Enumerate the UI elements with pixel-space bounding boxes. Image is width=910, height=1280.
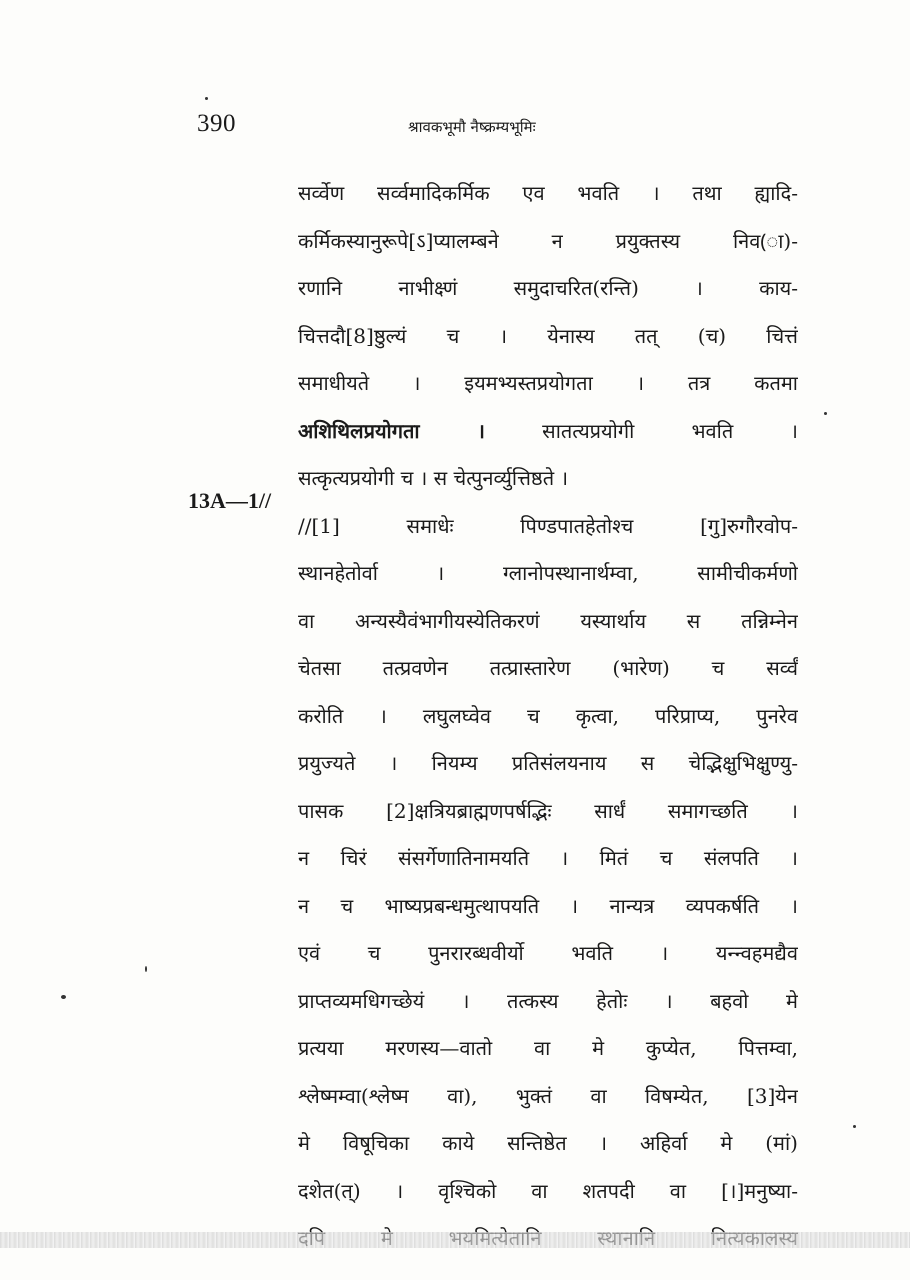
text-line: एवं च पुनरारब्धवीर्यो भवति । यन्न्वहमद्यैव (298, 941, 798, 965)
text-fragment: सातत्यप्रयोगी भवति । (542, 418, 798, 443)
section-heading: अशिथिलप्रयोगता । (298, 418, 485, 443)
text-line: प्राप्तव्यमधिगच्छेयं । तत्कस्य हेतोः । बहवो मे (298, 988, 798, 1013)
scan-speck (61, 995, 66, 999)
body-text (298, 170, 798, 1263)
running-title: श्रावकभूमौ नैष्क्रम्यभूमिः (408, 118, 536, 136)
text-line: सर्व्वेण सर्व्वमादिकर्मिक एव भवति । तथा ह्यादि- (298, 181, 798, 205)
text-line: रणानि नाभीक्ष्णं समुदाचरित(रन्ति) । काय- (298, 276, 798, 300)
page-number: 390 (197, 110, 236, 137)
text-line: मे विषूचिका काये सन्तिष्ठेत । अहिर्वा मे (मां) (298, 1131, 798, 1155)
text-line: दशेत(त्) । वृश्चिको वा शतपदी वा [।]मनुष्या- (298, 1178, 798, 1203)
text-line: प्रत्यया मरणस्य—वातो वा मे कुप्येत, पित्तम्वा, (298, 1036, 798, 1060)
text-line: समाधीयते । इयमभ्यस्तप्रयोगता । तत्र कतमा (298, 371, 798, 395)
scan-speck (824, 412, 827, 415)
text-line: कर्मिकस्यानुरूपे[ऽ]प्यालम्बने न प्रयुक्तस्य निव(ा)- (298, 228, 798, 253)
scan-speck (205, 97, 208, 100)
text-line: प्रयुज्यते । नियम्य प्रतिसंलयनाय स चेद्भिक्षुभिक्षुण्यु- (298, 751, 798, 775)
text-line: चेतसा तत्प्रवणेन तत्प्रास्तारेण (भारेण) च सर्व्वं (298, 656, 798, 680)
text-line: स्थानहेतोर्वा । ग्लानोपस्थानार्थम्वा, सामीचीकर्मणो (298, 561, 798, 585)
text-line: //[1] समाधेः पिण्डपातहेतोश्च [गु]रुगौरवोप- (298, 513, 798, 538)
text-line-heading (298, 408, 798, 456)
text-line: सत्कृत्यप्रयोगी च । स चेत्पुनर्व्युत्तिष्ठते । (298, 466, 569, 490)
text-line: करोति । लघुलघ्वेव च कृत्वा, परिप्राप्य, पुनरेव (298, 703, 798, 728)
text-line: श्लेष्मम्वा(श्लेष्म वा), भुक्तं वा विषम्येत, [3]येन (298, 1083, 798, 1108)
text-line: न च भाष्यप्रबन्धमुत्थापयति । नान्यत्र व्यपकर्षति । (298, 893, 798, 918)
folio-reference: 13A—1// (188, 488, 272, 513)
scan-edge-artifact (0, 1232, 910, 1248)
text-line: पासक [2]क्षत्रियब्राह्मणपर्षद्भिः सार्धं समागच्छति । (298, 798, 798, 823)
scan-speck (145, 966, 147, 972)
scan-speck (853, 1125, 856, 1128)
text-line: वा अन्यस्यैवंभागीयस्येतिकरणं यस्यार्थाय स तन्निम्नेन (298, 608, 798, 633)
text-line: न चिरं संसर्गेणातिनामयति । मितं च संलपति । (298, 846, 798, 870)
text-line: चित्तदौ[8]ष्ठुल्यं च । येनास्य तत् (च) चित्तं (298, 323, 798, 348)
